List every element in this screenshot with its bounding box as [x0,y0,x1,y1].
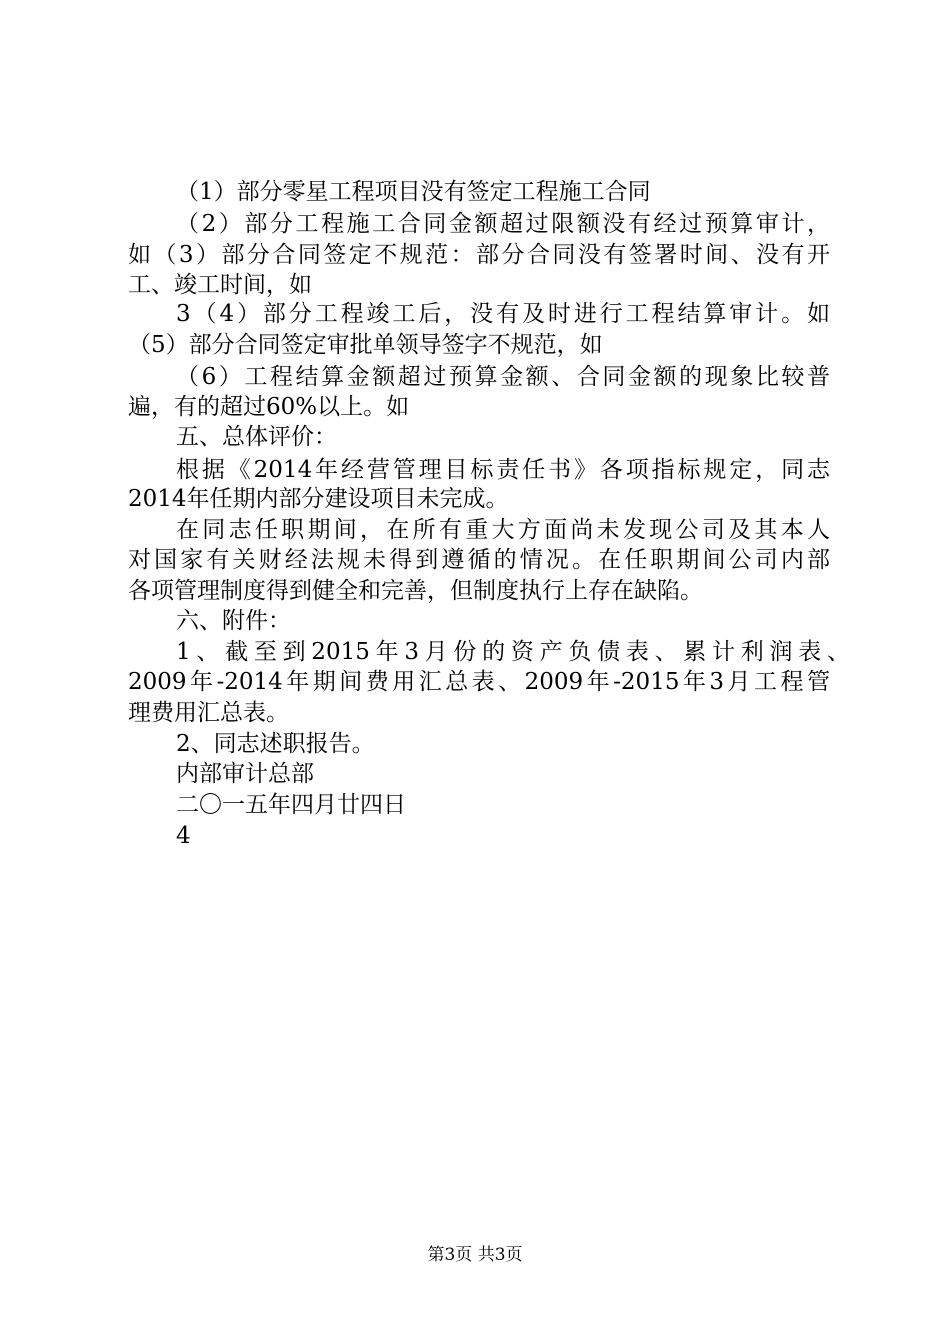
text-line-10: 根据《2014年经营管理目标责任书》各项指标规定，同志 [176,457,830,483]
text-line-6: （5）部分合同签定审批单领导签字不规范，如 [128,332,603,358]
text-line-1: （1）部分零星工程项目没有签定工程施工合同 [176,179,651,205]
text-line-2: （2）部分工程施工合同金额超过限额没有经过预算审计， [176,211,830,237]
text-line-18: 理费用汇总表。 [128,700,289,726]
section-heading-attachments: 六、附件： [176,608,291,634]
text-line-4: 工、竣工时间，如 [128,272,312,298]
trailing-number: 4 [176,823,191,849]
text-line-13: 对国家有关财经法规未得到遵循的情况。在任职期间公司内部 [128,547,830,573]
text-line-5: 3（4）部分工程竣工后，没有及时进行工程结算审计。如 [176,301,830,327]
text-line-14: 各项管理制度得到健全和完善，但制度执行上存在缺陷。 [128,578,703,604]
text-line-12: 在同志任职期间，在所有重大方面尚未发现公司及其本人 [176,517,830,543]
page-number-footer: 第3页 共3页 [427,1245,523,1265]
section-heading-evaluation: 五、总体评价： [176,424,337,450]
signature-date: 二〇一五年四月廿四日 [176,792,406,818]
text-line-19: 2、同志述职报告。 [176,731,375,757]
text-line-17: 2009年-2014年期间费用汇总表、2009年-2015年3月工程管 [128,669,830,695]
text-line-8: 遍，有的超过60%以上。如 [128,394,410,420]
text-line-7: （6）工程结算金额超过预算金额、合同金额的现象比较普 [176,364,830,390]
text-line-3: 如（3）部分合同签定不规范：部分合同没有签署时间、没有开 [128,242,830,268]
text-line-16: 1、截至到2015年3月份的资产负债表、累计利润表、 [176,639,850,665]
text-line-11: 2014年任期内部分建设项目未完成。 [128,486,509,512]
signature-department: 内部审计总部 [176,761,314,787]
